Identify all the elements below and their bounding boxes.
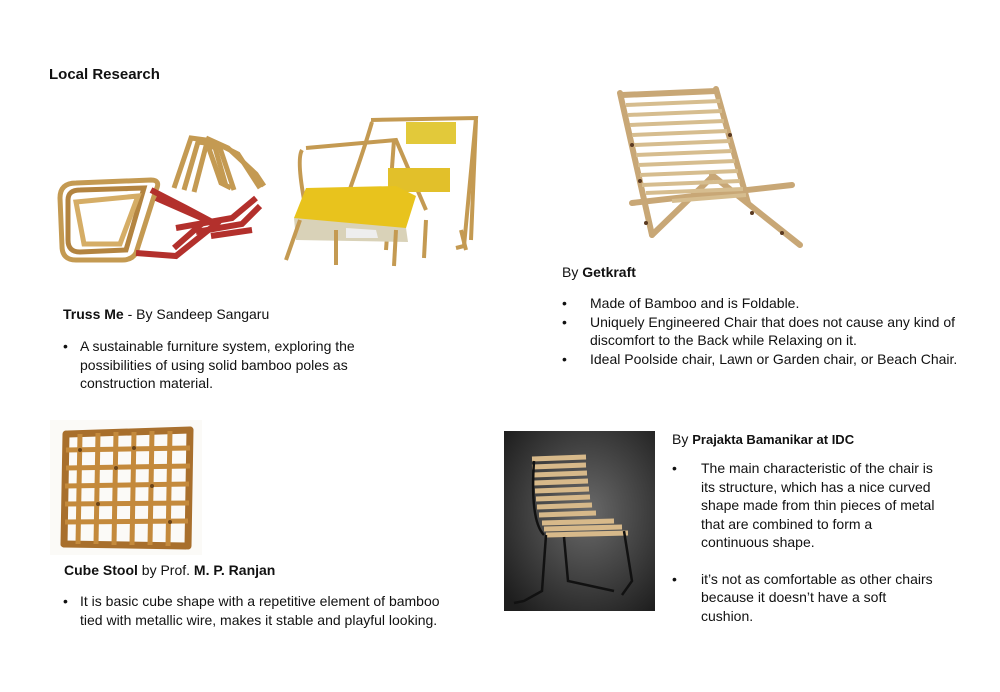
truss-me-bullets: [63, 337, 423, 393]
list-item: [63, 592, 448, 629]
getkraft-caption: [562, 263, 636, 281]
truss-me-caption: [63, 305, 269, 323]
bullet: •: [672, 460, 677, 476]
list-item: [562, 294, 974, 313]
list-item: [562, 313, 974, 350]
list-item: [63, 337, 423, 393]
truss-me-byline: - By Sandeep Sangaru: [123, 306, 270, 322]
bullet: •: [562, 350, 567, 367]
truss-me-name: Truss Me: [63, 306, 124, 322]
idc-bullet-text: it’s not as comfortable as other chairs because it doesn’t have a soft cushion.: [701, 570, 933, 624]
truss-me-bullet-text: A sustainable furniture system, exploring the possibilities of using solid bamboo poles as construction material.: [80, 338, 355, 391]
getkraft-bullets: [562, 294, 974, 368]
getkraft-bullet-text: Made of Bamboo and is Foldable.: [590, 295, 800, 311]
bullet: •: [63, 338, 68, 354]
cube-stool-name: Cube Stool: [64, 562, 138, 578]
truss-me-armchair-image: [276, 110, 488, 270]
idc-bullets: [672, 459, 937, 625]
bullet: •: [562, 295, 567, 311]
list-item: [562, 350, 974, 369]
list-item: [672, 459, 937, 552]
cube-stool-by: by Prof.: [137, 562, 194, 578]
getkraft-bullet-text: Uniquely Engineered Chair that does not cause any kind of discomfort to the Back while Relaxing on it.: [590, 313, 956, 348]
list-item: [672, 570, 937, 626]
cube-stool-author: M. P. Ranjan: [193, 562, 276, 578]
idc-name: Prajakta Bamanikar at IDC: [692, 432, 855, 447]
getkraft-name: Getkraft: [582, 264, 636, 280]
bullet: •: [63, 593, 68, 609]
idc-caption: [672, 430, 854, 449]
cube-stool-bullet-text: It is basic cube shape with a repetitive element of bamboo tied with metallic wire, makes it stable and playful looking.: [80, 593, 440, 628]
page-title: Local Research: [49, 66, 160, 83]
idc-bullet-text: The main characteristic of the chair is its structure, which has a nice curved shape made from thin pieces of metal that are combined to form a continuous shape.: [701, 460, 935, 550]
bullet: •: [562, 313, 567, 330]
idc-by: By: [672, 431, 693, 447]
getkraft-bamboo-chair-image: [612, 85, 804, 255]
cube-stool-image: [50, 420, 202, 555]
truss-me-lounger-image: [56, 128, 266, 268]
idc-chair-image: [504, 431, 655, 611]
getkraft-bullet-text: Ideal Poolside chair, Lawn or Garden chair, or Beach Chair.: [590, 350, 958, 367]
cube-stool-bullets: [63, 592, 448, 629]
cube-stool-caption: [64, 561, 275, 579]
bullet: •: [672, 570, 677, 587]
getkraft-by: By: [562, 264, 583, 280]
